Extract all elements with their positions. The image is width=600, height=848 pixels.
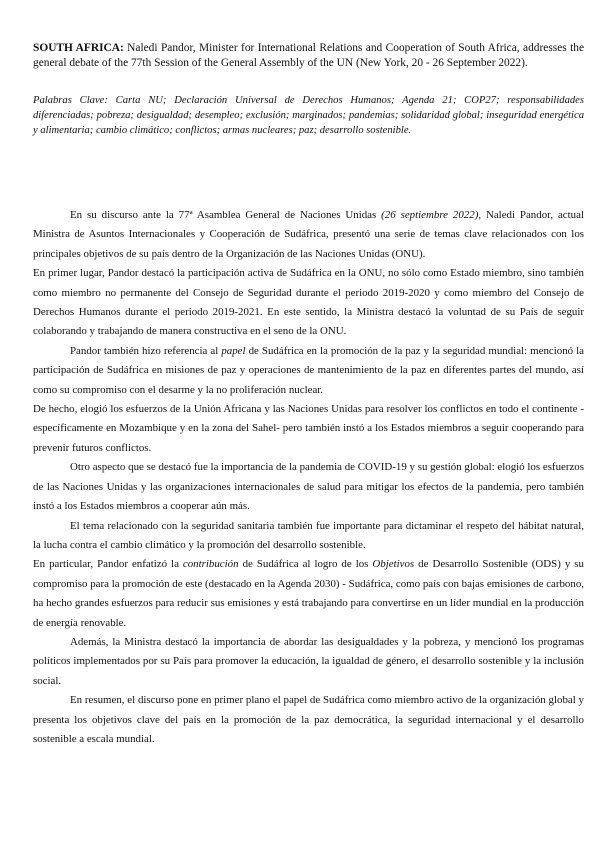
paragraph-6: El tema relacionado con la seguridad sanitaria también fue importante para dictaminar el respeto del hábitat natural, la lucha contra el cambio climático y la promoción del desarrollo sostenible. <box>33 519 584 551</box>
text-run: En su discurso ante la 77ª Asamblea General de Naciones Unidas <box>70 209 382 221</box>
emphasis-papel: papel <box>221 344 246 357</box>
paragraph-3 <box>33 342 584 400</box>
text-run: de Sudáfrica en la promoción de la paz y la seguridad mundial: mencionó la participación de Sudáfrica en misiones de paz y operaciones de mantenimiento de la paz en diferentes partes del mundo, así como su compromiso con el desarme y la no proliferación nuclear. <box>33 344 584 396</box>
paragraph-2: En primer lugar, Pandor destacó la participación activa de Sudáfrica en la ONU, no sólo como Estado miembro, sino también como miembro no permanente del Consejo de Seguridad durante el periodo 2019-2020 y como miembro del Consejo de Derechos Humanos durante el periodo 2019-2021. En este sentido, la Ministra destacó la voluntad de su País de seguir colaborando y trabajando de manera constructiva en el seno de la ONU. <box>33 267 584 338</box>
keywords-paragraph: Palabras Clave: Carta NU; Declaración Universal de Derechos Humanos; Agenda 21; COP27; responsabilidades diferenciadas; pobreza; desigualdad; desempleo; exclusión; marginados; pandemias; solidaridad global; inseguridad energética y alimentaria; cambio climático; conflictos; armas nucleares; paz; desarrollo sostenible. <box>33 95 584 136</box>
text-run: de Sudáfrica al logro de los <box>238 558 373 571</box>
speech-date: (26 septiembre 2022), <box>381 209 482 221</box>
text-run: Naledi Pandor, actual Ministra de Asuntos Internacionales y Cooperación de Sudáfrica, presentó una serie de temas clave relacionados con los principales objetivos de su país dentro de la Organización de las Naciones Unidas (ONU). <box>33 209 584 260</box>
emphasis-contribucion: contribución <box>182 558 239 571</box>
text-run: Pandor también hizo referencia al <box>70 344 222 357</box>
document-header <box>33 41 584 72</box>
paragraph-4: De hecho, elogió los esfuerzos de la Unión Africana y las Naciones Unidas para resolver los conflictos en todo el continente -específicamente en Mozambique y en la zona del Sahel- pero también instó a los Estados miembros a seguir cooperando para prevenir futuros conflictos. <box>33 403 584 454</box>
text-run: de Desarrollo Sostenible (ODS) y su compromiso para la promoción de este (destacado en la Agenda 2030) - Sudáfrica, como país con bajas emisiones de carbono, ha hecho grandes esfuerzos para reducir sus emisiones y está trabajando para convertirse en un líder mundial en la producción de energía renovable. <box>33 558 584 629</box>
document-body <box>33 206 584 749</box>
header-text: Naledi Pandor, Minister for International Relations and Cooperation of South Africa, addresses the general debate of the 77th Session of the General Assembly of the UN (New York, 20 - 26 September 2022). <box>33 42 585 70</box>
emphasis-objetivos: Objetivos <box>372 558 415 571</box>
paragraph-5: Otro aspecto que se destacó fue la importancia de la pandemia de COVID-19 y su gestión global: elogió los esfuerzos de las Naciones Unidas y las organizaciones internacionales de salud para mitigar los efectos de la pandemia, pero también instó a los Estados miembros a cooperar aún más. <box>33 461 584 513</box>
paragraph-9: En resumen, el discurso pone en primer plano el papel de Sudáfrica como miembro activo de la organización global y presenta los objetivos clave del país en la promoción de la paz democrática, la seguridad internacional y el desarrollo sostenible a escala mundial. <box>33 694 584 745</box>
paragraph-1 <box>33 206 584 264</box>
paragraph-8: Además, la Ministra destacó la importancia de abordar las desigualdades y la pobreza, y mencionó los programas políticos implementados por su País para promover la educación, la igualdad de género, el desarrollo sostenible y la inclusión social. <box>33 635 584 687</box>
country-label: SOUTH AFRICA: <box>33 42 124 54</box>
paragraph-7 <box>33 555 584 633</box>
text-run: En particular, Pandor enfatizó la <box>33 558 183 571</box>
